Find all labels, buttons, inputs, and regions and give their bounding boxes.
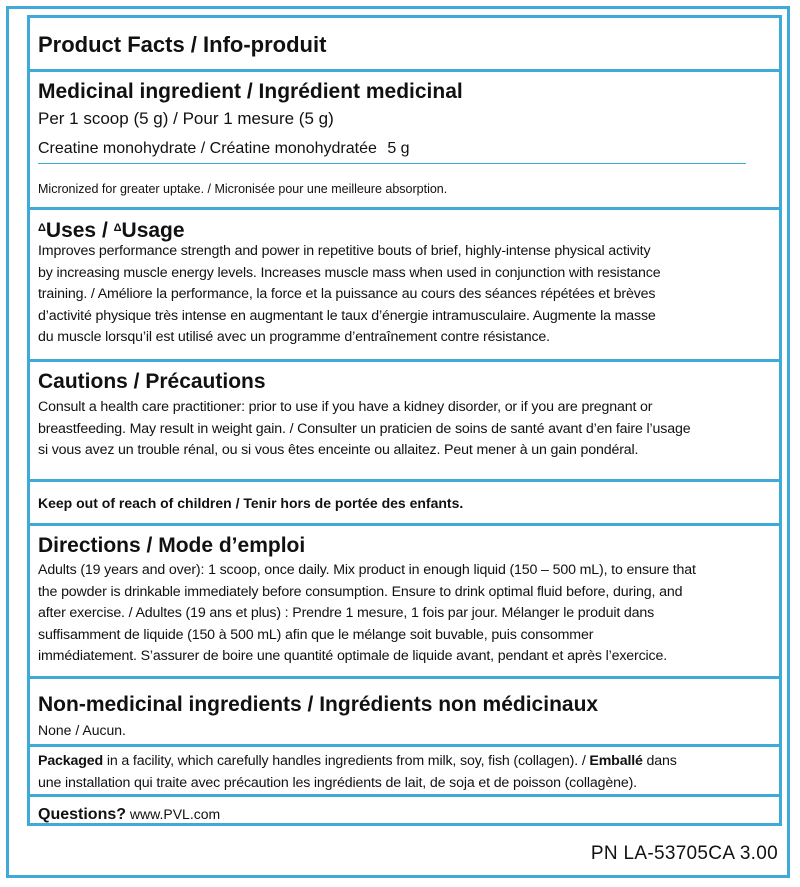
directions-line: the powder is drinkable immediately before consumption. Ensure to drink optimal fluid before, during, and [38, 583, 683, 600]
packaged-line-2: une installation qui traite avec précaution les ingrédients de lait, de soja et de poisson (collagène). [38, 774, 637, 791]
cautions-text [38, 397, 773, 462]
uses-line: du muscle lorsqu’il est utilisé avec un programme d’entraînement contre résistance. [38, 329, 550, 345]
questions-url[interactable]: www.PVL.com [129, 806, 221, 822]
medicinal-heading: Medicinal ingredient / Ingrédient medicinal [38, 80, 463, 103]
keep-out-warning: Keep out of reach of children / Tenir hors de portée des enfants. [38, 495, 464, 511]
cautions-line: Consult a health care practitioner: prior to use if you have a kidney disorder, or if you are pregnant or [38, 399, 653, 415]
non-medicinal-heading: Non-medicinal ingredients / Ingrédients non médicinaux [38, 693, 599, 716]
product-facts-panel [27, 15, 782, 826]
part-number: PN LA-53705CA 3.00 [590, 843, 778, 864]
title-section [30, 18, 779, 72]
uses-line: training. / Améliore la performance, la force et la puissance au cours des séances répétées et brèves [38, 286, 656, 302]
packaged-section [30, 747, 779, 797]
ingredient-name: Creatine monohydrate / Créatine monohydratée [38, 140, 377, 157]
ingredient-amount: 5 g [387, 140, 410, 157]
packaged-bold-en: Packaged [38, 753, 104, 769]
uses-text [38, 241, 773, 349]
page-title: Product Facts / Info-produit [38, 32, 327, 57]
cautions-line: si vous avez un trouble rénal, ou si vous êtes enceinte ou allaitez. Peut mener à un gain pondéral. [38, 442, 639, 458]
directions-line: immédiatement. S’assurer de boire une quantité optimale de liquide avant, pendant et après l’exercice. [38, 648, 668, 664]
directions-section [30, 526, 779, 679]
uses-heading-fr: Usage [121, 219, 185, 242]
ingredient-underline [38, 163, 746, 164]
non-medicinal-value: None / Aucun. [38, 722, 126, 738]
directions-text [38, 560, 773, 668]
directions-line: suffisamment de liquide (150 à 500 mL) afin que le mélange soit buvable, puis consommer [38, 626, 594, 643]
uses-heading [38, 216, 773, 243]
packaged-text-en: in a facility, which carefully handles ingredients from milk, soy, fish (collagen). / [103, 753, 590, 769]
directions-line: after exercise. / Adultes (19 ans et plus) : Prendre 1 mesure, 1 fois par jour. Mélanger le produit dans [38, 605, 655, 621]
keep-out-section [30, 482, 779, 526]
delta-marker: Δ [38, 222, 46, 234]
micronized-note: Micronized for greater uptake. / Micronisée pour une meilleure absorption. [38, 182, 448, 196]
uses-line: d’activité physique très intense en augmentant le taux d’énergie intramusculaire. Augmente la masse [38, 307, 656, 324]
cautions-section [30, 362, 779, 482]
cautions-heading: Cautions / Précautions [38, 370, 266, 393]
packaged-line-1 [38, 751, 773, 773]
questions-row [38, 805, 773, 824]
uses-section [30, 210, 779, 362]
uses-heading-en: Uses / [45, 219, 114, 242]
ingredient-row [38, 139, 773, 159]
uses-line: by increasing muscle energy levels. Increases muscle mass when used in conjunction with resistance [38, 264, 661, 281]
delta-marker-2: Δ [113, 222, 122, 234]
packaged-bold-fr: Emballé [589, 753, 643, 769]
serving-size: Per 1 scoop (5 g) / Pour 1 mesure (5 g) [38, 109, 334, 128]
cautions-line: breastfeeding. May result in weight gain. / Consulter un praticien de soins de santé avant d’en faire l’usage [38, 420, 691, 437]
packaged-text-fr: dans [642, 753, 677, 769]
non-medicinal-section [30, 679, 779, 747]
uses-line: Improves performance strength and power in repetitive bouts of brief, highly-intense physical activity [38, 243, 651, 259]
directions-heading: Directions / Mode d’emploi [38, 534, 306, 557]
directions-line: Adults (19 years and over): 1 scoop, once daily. Mix product in enough liquid (150 – 500 mL), to ensure that [38, 562, 696, 578]
questions-label: Questions? [38, 806, 127, 823]
questions-section [30, 797, 779, 829]
medicinal-section [30, 72, 779, 210]
packaged-text [38, 751, 773, 794]
